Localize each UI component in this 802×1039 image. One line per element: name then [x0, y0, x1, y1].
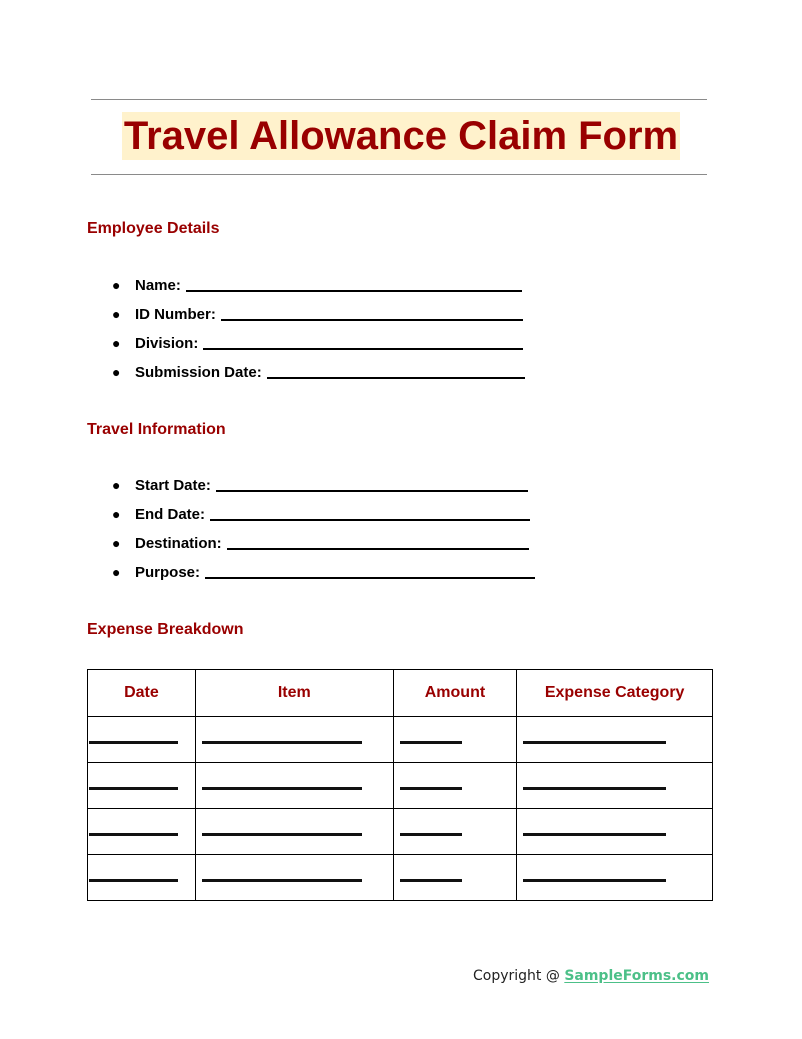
category-blank-line — [523, 787, 666, 790]
column-header-expense-category: Expense Category — [517, 670, 713, 717]
amount-cell[interactable] — [393, 809, 517, 855]
field-division — [0, 329, 525, 358]
field-label: Start Date: — [135, 477, 211, 494]
table-row — [88, 855, 713, 901]
field-end-date — [0, 500, 535, 529]
field-label: ID Number: — [135, 306, 216, 323]
amount-blank-line — [400, 833, 462, 836]
bullet-icon: ● — [112, 564, 121, 580]
bullet-icon: ● — [112, 335, 121, 351]
title-container — [0, 112, 802, 160]
date-cell[interactable] — [88, 763, 196, 809]
column-header-amount: Amount — [393, 670, 517, 717]
expense-table-header-row — [88, 670, 713, 717]
category-blank-line — [523, 879, 666, 882]
field-label: Destination: — [135, 535, 222, 552]
field-label: Purpose: — [135, 564, 201, 581]
bullet-icon: ● — [112, 535, 121, 551]
column-header-item: Item — [195, 670, 393, 717]
field-label: End Date: — [135, 506, 206, 523]
field-submission-date — [0, 358, 525, 387]
date-cell[interactable] — [88, 809, 196, 855]
item-cell[interactable] — [195, 763, 393, 809]
category-cell[interactable] — [517, 717, 713, 763]
amount-cell[interactable] — [393, 763, 517, 809]
destination-input-line[interactable] — [227, 534, 529, 550]
date-blank-line — [89, 879, 178, 882]
purpose-input-line[interactable] — [205, 563, 535, 579]
item-cell[interactable] — [195, 809, 393, 855]
employee-details-list — [0, 271, 525, 387]
category-cell[interactable] — [517, 763, 713, 809]
name-input-line[interactable] — [186, 276, 522, 292]
date-cell[interactable] — [88, 855, 196, 901]
amount-blank-line — [400, 879, 462, 882]
amount-cell[interactable] — [393, 717, 517, 763]
end-date-input-line[interactable] — [210, 505, 530, 521]
start-date-input-line[interactable] — [216, 476, 528, 492]
item-cell[interactable] — [195, 717, 393, 763]
item-blank-line — [202, 833, 362, 836]
table-row — [88, 763, 713, 809]
submission-date-input-line[interactable] — [267, 363, 525, 379]
bullet-icon: ● — [112, 277, 121, 293]
travel-information-list — [0, 471, 535, 587]
date-cell[interactable] — [88, 717, 196, 763]
item-blank-line — [202, 879, 362, 882]
section-heading-employee-details: Employee Details — [87, 220, 220, 237]
section-heading-expense-breakdown: Expense Breakdown — [87, 621, 244, 638]
item-cell[interactable] — [195, 855, 393, 901]
field-label: Division: — [135, 335, 199, 352]
copyright-footer — [473, 968, 709, 984]
date-blank-line — [89, 833, 178, 836]
date-blank-line — [89, 741, 178, 744]
field-id-number — [0, 300, 525, 329]
expense-table — [87, 669, 713, 901]
field-start-date — [0, 471, 535, 500]
table-row — [88, 809, 713, 855]
category-blank-line — [523, 833, 666, 836]
title-rule-bottom — [91, 174, 707, 175]
category-cell[interactable] — [517, 809, 713, 855]
id-number-input-line[interactable] — [221, 305, 523, 321]
bullet-icon: ● — [112, 477, 121, 493]
category-blank-line — [523, 741, 666, 744]
column-header-date: Date — [88, 670, 196, 717]
table-row — [88, 717, 713, 763]
field-name — [0, 271, 525, 300]
field-destination — [0, 529, 535, 558]
category-cell[interactable] — [517, 855, 713, 901]
field-label: Submission Date: — [135, 364, 262, 381]
bullet-icon: ● — [112, 306, 121, 322]
date-blank-line — [89, 787, 178, 790]
sampleforms-link[interactable]: SampleForms.com — [564, 968, 710, 984]
amount-cell[interactable] — [393, 855, 517, 901]
bullet-icon: ● — [112, 364, 121, 380]
field-purpose — [0, 558, 535, 587]
item-blank-line — [202, 741, 362, 744]
bullet-icon: ● — [112, 506, 121, 522]
division-input-line[interactable] — [203, 334, 523, 350]
amount-blank-line — [400, 787, 462, 790]
item-blank-line — [202, 787, 362, 790]
title-rule-top — [91, 99, 707, 100]
section-heading-travel-information: Travel Information — [87, 421, 226, 438]
copyright-text: Copyright @ — [473, 968, 565, 984]
field-label: Name: — [135, 277, 181, 294]
amount-blank-line — [400, 741, 462, 744]
page-title: Travel Allowance Claim Form — [123, 114, 679, 158]
